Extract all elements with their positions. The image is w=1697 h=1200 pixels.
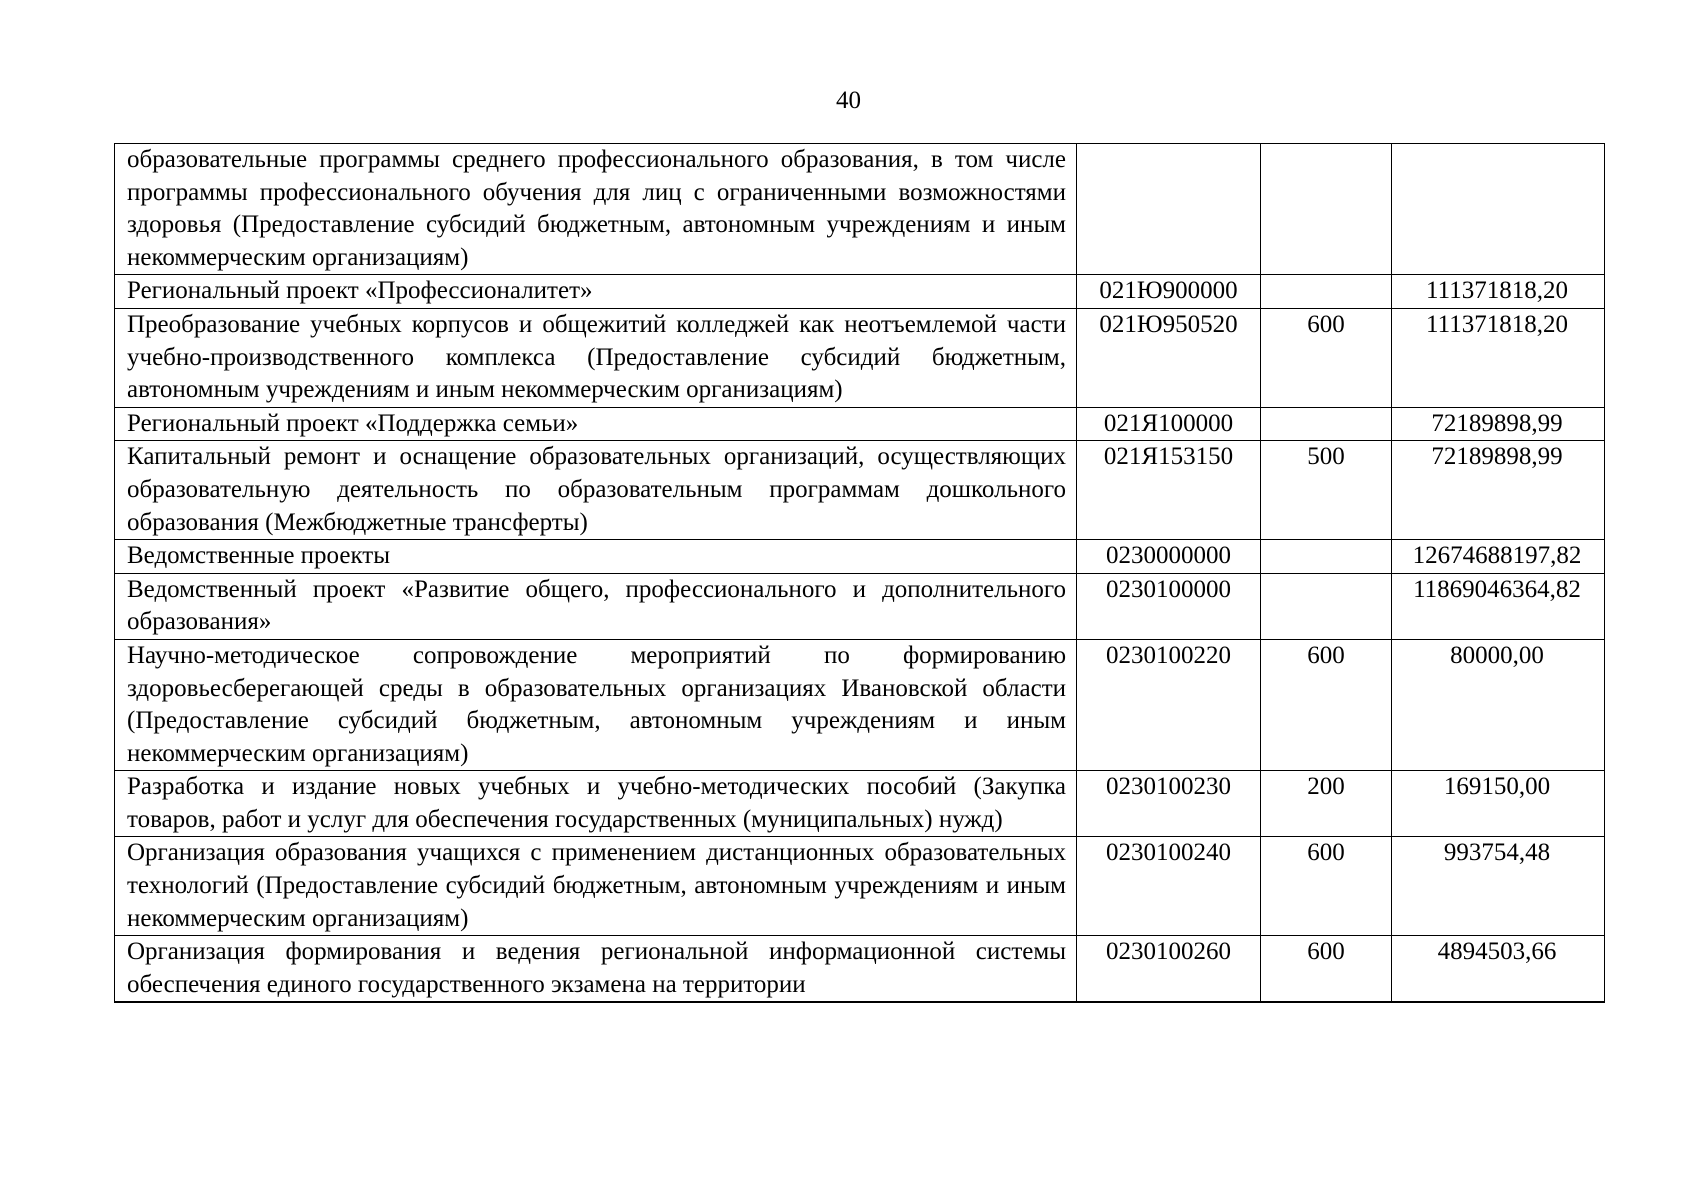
row-name-cell: Разработка и издание новых учебных и учебно-методических пособий (Закупка товаров, работ и услуг для обеспечения государственных (муниципальных) нужд) [115,771,1077,837]
row-code-cell [1077,144,1261,275]
table-row [115,275,1605,309]
row-name-cell: Организация формирования и ведения региональной информационной системы обеспечения единого государственного экзамена на территории [115,936,1077,1003]
row-sum-cell: 72189898,99 [1392,407,1605,441]
row-type-cell [1261,275,1392,309]
row-sum-cell: 80000,00 [1392,639,1605,770]
row-type-cell: 600 [1261,308,1392,407]
row-name-cell: Капитальный ремонт и оснащение образовательных организаций, осуществляющих образовательную деятельность по образовательным программам дошкольного образования (Межбюджетные трансферты) [115,441,1077,540]
table-row [115,936,1605,1003]
row-sum-cell: 12674688197,82 [1392,540,1605,574]
row-code-cell: 021Ю950520 [1077,308,1261,407]
row-type-cell: 200 [1261,771,1392,837]
row-name-cell: Ведомственный проект «Развитие общего, профессионального и дополнительного образования» [115,573,1077,639]
row-name-cell: Преобразование учебных корпусов и общежитий колледжей как неотъемлемой части учебно-производственного комплекса (Предоставление субсидий бюджетным, автономным учреждениям и иным некоммерческим организациям) [115,308,1077,407]
row-sum-cell: 111371818,20 [1392,308,1605,407]
row-name-cell: Региональный проект «Профессионалитет» [115,275,1077,309]
row-type-cell: 600 [1261,936,1392,1003]
table-row [115,407,1605,441]
row-type-cell [1261,407,1392,441]
row-sum-cell: 111371818,20 [1392,275,1605,309]
table-row [115,573,1605,639]
row-code-cell: 021Я153150 [1077,441,1261,540]
row-sum-cell: 11869046364,82 [1392,573,1605,639]
table-row [115,837,1605,936]
row-code-cell: 021Ю900000 [1077,275,1261,309]
row-code-cell: 0230100240 [1077,837,1261,936]
row-code-cell: 0230100230 [1077,771,1261,837]
table-row [115,639,1605,770]
table-row [115,540,1605,574]
table-row [115,144,1605,275]
budget-table [114,143,1605,1003]
row-sum-cell: 4894503,66 [1392,936,1605,1003]
row-type-cell [1261,144,1392,275]
row-name-cell: Ведомственные проекты [115,540,1077,574]
row-name-cell: образовательные программы среднего профессионального образования, в том числе программы профессионального обучения для лиц с ограниченными возможностями здоровья (Предоставление субсидий бюджетным, автономным учреждениям и иным некоммерческим организациям) [115,144,1077,275]
row-code-cell: 0230100000 [1077,573,1261,639]
row-code-cell: 0230000000 [1077,540,1261,574]
row-type-cell [1261,573,1392,639]
row-code-cell: 021Я100000 [1077,407,1261,441]
row-code-cell: 0230100220 [1077,639,1261,770]
row-type-cell [1261,540,1392,574]
page-number: 40 [836,87,861,114]
budget-table-body [115,144,1605,1003]
row-name-cell: Научно-методическое сопровождение мероприятий по формированию здоровьесберегающей среды в образовательных организациях Ивановской области (Предоставление субсидий бюджетным, автономным учреждениям и иным некоммерческим организациям) [115,639,1077,770]
row-type-cell: 500 [1261,441,1392,540]
table-row [115,771,1605,837]
row-name-cell: Региональный проект «Поддержка семьи» [115,407,1077,441]
table-row [115,441,1605,540]
row-sum-cell: 993754,48 [1392,837,1605,936]
row-sum-cell: 72189898,99 [1392,441,1605,540]
table-row [115,308,1605,407]
row-code-cell: 0230100260 [1077,936,1261,1003]
row-name-cell: Организация образования учащихся с применением дистанционных образовательных технологий (Предоставление субсидий бюджетным, автономным учреждениям и иным некоммерческим организациям) [115,837,1077,936]
row-type-cell: 600 [1261,639,1392,770]
row-type-cell: 600 [1261,837,1392,936]
row-sum-cell: 169150,00 [1392,771,1605,837]
row-sum-cell [1392,144,1605,275]
